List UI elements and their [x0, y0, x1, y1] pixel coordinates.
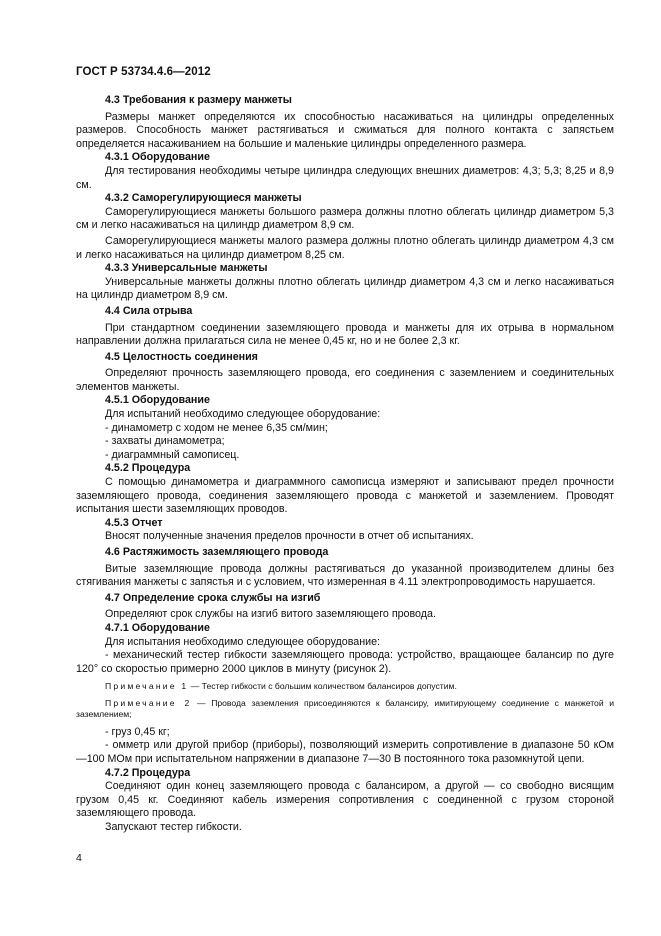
paragraph: Универсальные манжеты должны плотно облегать цилиндр диаметром 4,3 см и легко насаживаться на цилиндр диаметром 8,9 см.	[76, 275, 614, 302]
note	[76, 698, 614, 721]
section-heading: 4.5 Целостность соединения	[105, 350, 258, 363]
paragraph: Для испытаний необходимо следующее оборудование:	[105, 408, 381, 421]
section-heading: 4.6 Растяжимость заземляющего провода	[105, 546, 329, 558]
section-heading: 4.4 Сила отрыва	[105, 304, 193, 317]
subsection-heading: 4.7.1 Оборудование	[105, 621, 210, 634]
paragraph: Определяют прочность заземляющего провода, его соединения с заземлением и соединительных элементов манжеты.	[76, 367, 614, 393]
subsection-heading: 4.3.1 Оборудование	[105, 151, 210, 164]
document-body	[76, 92, 614, 835]
subsection-heading: 4.5.3 Отчет	[105, 516, 163, 529]
list-item: - диаграммный самописец.	[105, 448, 240, 461]
list-item: - механический тестер гибкости заземляющего провода: устройство, вращающее балансир по дуге 120° со скоростью примерно 2000 циклов в минуту (рисунок 2).	[76, 649, 614, 675]
page-number: 4	[76, 852, 82, 864]
paragraph: Запускают тестер гибкости.	[105, 821, 242, 833]
paragraph: Витые заземляющие провода должны растягиваться до указанной производителем длины без стягивания манжеты с запястья и с условием, что измеренная в 4.11 электропроводимость нарушается.	[76, 562, 614, 589]
paragraph: Размеры манжет определяются их способностью насаживаться на цилиндры определенных размеров. Способность манжет растягиваться и сжиматься для полного контакта с запястьем определяется насаживанием на большие и маленькие цилиндры определенного размера.	[76, 110, 614, 150]
paragraph: Для тестирования необходимы четыре цилиндра следующих внешних диаметров: 4,3; 5,3; 8,25 и 8,9 см.	[76, 164, 614, 191]
subsection-heading: 4.5.1 Оборудование	[105, 394, 210, 407]
paragraph: Вносят полученные значения пределов прочности в отчет об испытаниях.	[105, 530, 474, 543]
note-text: — Тестер гибкости с большим количеством балансиров допустим.	[188, 681, 457, 692]
note-label: Примечание 1	[105, 681, 189, 692]
list-item: - груз 0,45 кг;	[105, 725, 170, 738]
paragraph: При стандартном соединении заземляющего провода и манжеты для их отрыва в нормальном направлении должна прилагаться сила не менее 0,45 кг, но и не более 2,3 кг.	[76, 321, 614, 348]
paragraph: Соединяют один конец заземляющего провода с балансиром, а другой — со свободно висящим грузом 0,45 кг. Соединяют кабель измерения сопротивления с соединенной с грузом стороной заземляющего провода.	[76, 780, 614, 820]
document-header: ГОСТ Р 53734.4.6—2012	[76, 66, 211, 78]
section-heading: 4.7 Определение срока службы на изгиб	[105, 591, 321, 604]
list-item: - захваты динамометра;	[105, 435, 225, 448]
section-heading: 4.3 Требования к размеру манжеты	[105, 94, 292, 106]
subsection-heading: 4.5.2 Процедура	[105, 462, 191, 475]
note	[76, 681, 614, 693]
note-label: Примечание 2	[105, 697, 192, 708]
subsection-heading: 4.3.2 Саморегулирующиеся манжеты	[105, 192, 302, 205]
paragraph: Саморегулирующиеся манжеты большого размера должны плотно облегать цилиндр диаметром 5,3 см и легко насаживаться на цилиндр диаметром 8,9 см.	[76, 205, 614, 232]
paragraph: Саморегулирующиеся манжеты малого размера должны плотно облегать цилиндр диаметром 4,3 см и легко насаживаться на цилиндр диаметром 8,25 см.	[76, 234, 614, 261]
list-item: - омметр или другой прибор (приборы), позволяющий измерить сопротивление в диапазоне 50 кОм —100 МОм при испытательном напряжении в диапазоне 7—30 В постоянного тока разомкнутой цепи.	[76, 739, 614, 766]
paragraph: Для испытания необходимо следующее оборудование:	[105, 635, 381, 648]
paragraph: С помощью динамометра и диаграммного самописца измеряют и записывают предел прочности заземляющего провода, соединения заземляющего провода с манжетой и заземлением. Проводят испытания шести заземляющих проводов.	[76, 476, 614, 516]
note-text: — Провода заземления присоединяются к балансиру, имитирующему соединение с манжетой и заземлением;	[76, 697, 614, 720]
paragraph: Определяют срок службы на изгиб витого заземляющего провода.	[105, 608, 436, 621]
subsection-heading: 4.7.2 Процедура	[105, 766, 191, 779]
subsection-heading: 4.3.3 Универсальные манжеты	[105, 262, 268, 275]
list-item: - динамометр с ходом не менее 6,35 см/мин;	[105, 421, 328, 434]
